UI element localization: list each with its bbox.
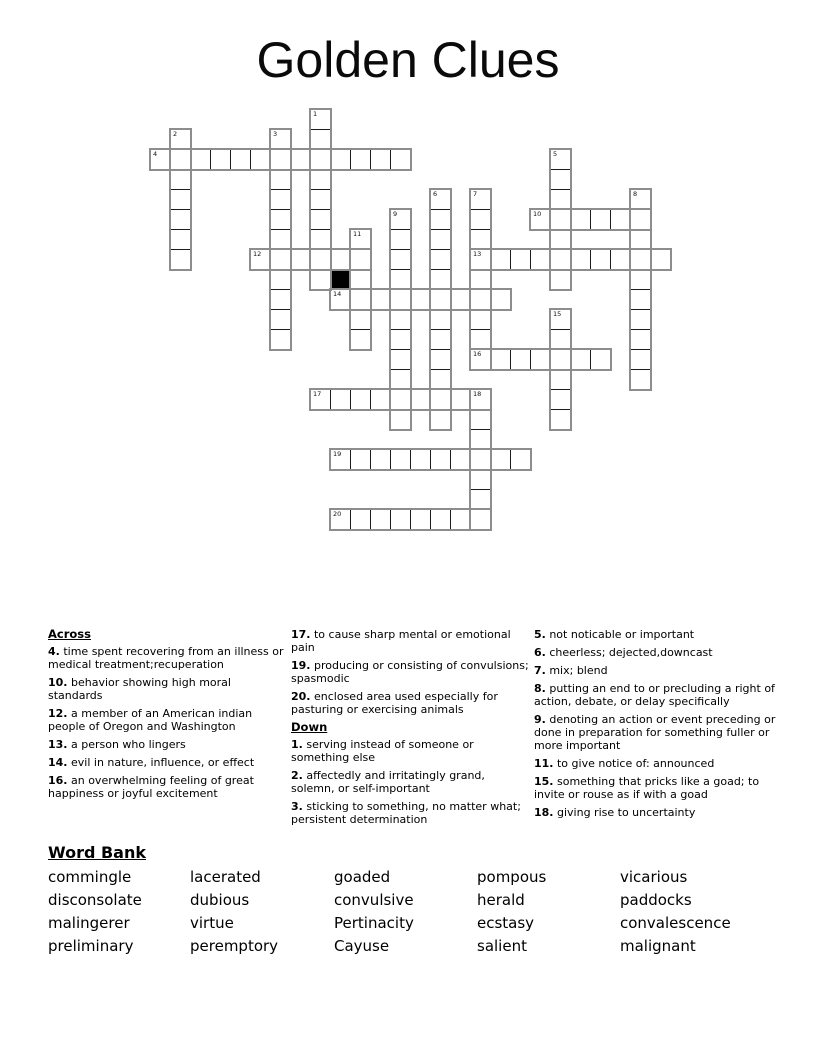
word-bank-item: preliminary	[48, 937, 134, 955]
grid-cell[interactable]	[270, 129, 291, 150]
cell-number: 17	[313, 390, 322, 398]
clue: 11. to give notice of: announced	[534, 757, 715, 770]
grid-cell[interactable]	[470, 409, 491, 430]
grid-cell[interactable]	[450, 449, 471, 470]
grid-cell[interactable]	[550, 209, 571, 230]
grid-cell[interactable]	[290, 149, 311, 170]
grid-cell[interactable]	[250, 149, 271, 170]
grid-cell[interactable]	[170, 249, 191, 270]
clue-number: 12.	[48, 707, 68, 720]
word-bank-item: herald	[477, 891, 525, 909]
grid-cell[interactable]	[630, 249, 651, 270]
grid-cell[interactable]	[310, 249, 331, 270]
grid-cell[interactable]	[390, 289, 411, 310]
grid-cell[interactable]	[650, 249, 671, 270]
grid-cell[interactable]	[270, 209, 291, 230]
grid-cell[interactable]	[170, 149, 191, 170]
grid-cell[interactable]	[370, 149, 391, 170]
grid-cell[interactable]	[610, 249, 631, 270]
grid-cell[interactable]	[250, 249, 271, 270]
cell-number: 3	[273, 130, 278, 138]
cell-number: 1	[313, 110, 318, 118]
grid-cell[interactable]	[390, 449, 411, 470]
grid-cell[interactable]	[390, 269, 411, 290]
grid-cell[interactable]	[590, 249, 611, 270]
word-bank-item: lacerated	[190, 868, 261, 886]
grid-cell[interactable]	[350, 289, 371, 310]
clue: 10. behavior showing high moral standards	[48, 676, 231, 702]
puzzle-title: Golden Clues	[256, 32, 560, 88]
grid-cell[interactable]	[270, 269, 291, 290]
grid-cell[interactable]	[330, 149, 351, 170]
clue: 14. evil in nature, influence, or effect	[48, 756, 255, 769]
word-bank-item: Cayuse	[334, 937, 390, 955]
grid-cell[interactable]	[350, 149, 371, 170]
grid-cell[interactable]	[390, 389, 411, 410]
clue: 6. cheerless; dejected,downcast	[534, 646, 713, 659]
grid-cell[interactable]	[550, 169, 571, 190]
word-bank-item: virtue	[190, 914, 234, 932]
cell-number: 11	[353, 230, 362, 238]
word-bank-item: dubious	[190, 891, 250, 909]
grid-cell[interactable]	[550, 309, 571, 330]
grid-cell[interactable]	[610, 209, 631, 230]
grid-cell[interactable]	[390, 329, 411, 350]
word-bank-item: convalescence	[620, 914, 731, 932]
grid-cell[interactable]	[350, 329, 371, 350]
word-bank-item: convulsive	[334, 891, 414, 909]
grid-cell[interactable]	[470, 249, 491, 270]
grid-cell[interactable]	[470, 509, 491, 530]
grid-cell[interactable]	[590, 349, 611, 370]
cell-number: 8	[633, 190, 638, 198]
grid-cell[interactable]	[270, 289, 291, 310]
clue-number: 16.	[48, 774, 68, 787]
grid-cell[interactable]	[630, 269, 651, 290]
clue-number: 18.	[534, 806, 554, 819]
cell-number: 20	[333, 510, 342, 518]
grid-cell[interactable]	[390, 229, 411, 250]
cell-number: 2	[173, 130, 178, 138]
grid-cell[interactable]	[310, 149, 331, 170]
grid-cell[interactable]	[470, 209, 491, 230]
clue: 13. a person who lingers	[48, 738, 186, 751]
clue-number: 15.	[534, 775, 554, 788]
grid-cell[interactable]	[550, 329, 571, 350]
clue-number: 19.	[291, 659, 311, 672]
word-bank-item: ecstasy	[477, 914, 535, 932]
grid-cell[interactable]	[330, 289, 351, 310]
grid-cell[interactable]	[270, 189, 291, 210]
grid-cell[interactable]	[390, 309, 411, 330]
clue: 7. mix; blend	[534, 664, 608, 677]
grid-cell[interactable]	[270, 229, 291, 250]
clue: 4. time spent recovering from an illness or medical treatment;recuperation	[48, 645, 284, 671]
grid-cell[interactable]	[350, 509, 371, 530]
grid-cell[interactable]	[630, 289, 651, 310]
grid-cell[interactable]	[550, 269, 571, 290]
grid-cell[interactable]	[430, 389, 451, 410]
grid-cell[interactable]	[410, 449, 431, 470]
grid-cell[interactable]	[430, 409, 451, 430]
grid-cell[interactable]	[550, 189, 571, 210]
grid-cell[interactable]	[490, 249, 511, 270]
grid-cell[interactable]	[450, 389, 471, 410]
grid-cell[interactable]	[370, 289, 391, 310]
grid-cell[interactable]	[630, 349, 651, 370]
grid-cell[interactable]	[430, 509, 451, 530]
grid-cell[interactable]	[350, 249, 371, 270]
grid-cell[interactable]	[550, 349, 571, 370]
grid-cell[interactable]	[370, 449, 391, 470]
grid-cell[interactable]	[270, 169, 291, 190]
grid-cell[interactable]	[470, 389, 491, 410]
word-bank-item: goaded	[334, 868, 391, 886]
grid-cell[interactable]	[170, 229, 191, 250]
clue-number: 5.	[534, 628, 546, 641]
word-bank-column	[477, 866, 620, 958]
grid-cell[interactable]	[170, 129, 191, 150]
clue-number: 8.	[534, 682, 546, 695]
grid-cell[interactable]	[210, 149, 231, 170]
cell-number: 15	[553, 310, 562, 318]
grid-cell[interactable]	[390, 249, 411, 270]
clue-number: 14.	[48, 756, 68, 769]
grid-cell[interactable]	[430, 249, 451, 270]
grid-cell[interactable]	[630, 209, 651, 230]
grid-cell[interactable]	[430, 349, 451, 370]
cell-number: 13	[473, 250, 482, 258]
clue-number: 13.	[48, 738, 68, 751]
clue-number: 17.	[291, 628, 311, 641]
word-bank-item: pompous	[477, 868, 547, 886]
clue: 8. putting an end to or precluding a right of action, debate, or delay specifically	[534, 682, 775, 708]
clue: 20. enclosed area used especially for pasturing or exercising animals	[291, 690, 498, 716]
grid-cell[interactable]	[150, 149, 171, 170]
word-bank	[48, 866, 788, 958]
grid-cell[interactable]	[350, 269, 371, 290]
clue-number: 10.	[48, 676, 68, 689]
grid-cell[interactable]	[550, 149, 571, 170]
grid-cell[interactable]	[310, 389, 331, 410]
clue-column-3	[534, 628, 778, 824]
grid-cell[interactable]	[570, 249, 591, 270]
cell-number: 14	[333, 290, 342, 298]
grid-cell[interactable]	[330, 389, 351, 410]
grid-cell[interactable]	[470, 469, 491, 490]
grid-cell[interactable]	[410, 509, 431, 530]
clue-number: 20.	[291, 690, 311, 703]
cell-number: 18	[473, 390, 482, 398]
grid-cell[interactable]	[390, 509, 411, 530]
grid-cell[interactable]	[470, 429, 491, 450]
grid-cell[interactable]	[370, 389, 391, 410]
grid-cell[interactable]	[390, 149, 411, 170]
word-bank-item: paddocks	[620, 891, 692, 909]
clue-number: 11.	[534, 757, 554, 770]
grid-cell[interactable]	[390, 209, 411, 230]
grid-cell[interactable]	[470, 329, 491, 350]
grid-cell[interactable]	[630, 309, 651, 330]
grid-cell[interactable]	[310, 209, 331, 230]
clue-column-1	[48, 628, 285, 805]
grid-cell[interactable]	[470, 289, 491, 310]
clue-column-2	[291, 628, 529, 831]
grid-cell[interactable]	[450, 509, 471, 530]
grid-cell[interactable]	[190, 149, 211, 170]
grid-cell[interactable]	[470, 309, 491, 330]
grid-cell[interactable]	[430, 329, 451, 350]
grid-cell[interactable]	[430, 369, 451, 390]
word-bank-column	[334, 866, 477, 958]
grid-cell[interactable]	[530, 249, 551, 270]
clue-number: 3.	[291, 800, 303, 813]
grid-cell[interactable]	[590, 209, 611, 230]
grid-cell[interactable]	[270, 249, 291, 270]
cell-number: 4	[153, 150, 158, 158]
grid-cell[interactable]	[230, 149, 251, 170]
grid-cell[interactable]	[430, 189, 451, 210]
cell-number: 9	[393, 210, 398, 218]
cell-number: 10	[533, 210, 542, 218]
cell-number: 7	[473, 190, 478, 198]
grid-cell[interactable]	[430, 269, 451, 290]
grid-cell[interactable]	[430, 309, 451, 330]
grid-cell[interactable]	[350, 449, 371, 470]
grid-cell[interactable]	[350, 389, 371, 410]
word-bank-item: disconsolate	[48, 891, 142, 909]
grid-cell[interactable]	[270, 309, 291, 330]
grid-cell[interactable]	[510, 449, 531, 470]
word-bank-title: Word Bank	[48, 843, 147, 862]
cell-number: 5	[553, 150, 558, 158]
clue-number: 4.	[48, 645, 60, 658]
grid-cell[interactable]	[470, 349, 491, 370]
grid-cell[interactable]	[390, 369, 411, 390]
grid-cell[interactable]	[430, 449, 451, 470]
clue-number: 6.	[534, 646, 546, 659]
grid-cell[interactable]	[630, 229, 651, 250]
clue-number: 1.	[291, 738, 303, 751]
grid-cell[interactable]	[350, 229, 371, 250]
word-bank-item: malignant	[620, 937, 696, 955]
word-bank-column	[190, 866, 334, 958]
grid-cell[interactable]	[330, 449, 351, 470]
grid-cell[interactable]	[170, 189, 191, 210]
word-bank-item: peremptory	[190, 937, 279, 955]
clue-number: 2.	[291, 769, 303, 782]
grid-cell[interactable]	[370, 509, 391, 530]
clue-number: 9.	[534, 713, 546, 726]
clue: 12. a member of an American indian people of Oregon and Washington	[48, 707, 253, 733]
clue: 16. an overwhelming feeling of great happiness or joyful excitement	[48, 774, 254, 800]
clue: 19. producing or consisting of convulsions; spasmodic	[291, 659, 529, 685]
grid-cell[interactable]	[630, 329, 651, 350]
blocked-cell	[330, 269, 351, 290]
grid-cell[interactable]	[310, 189, 331, 210]
grid-cell[interactable]	[310, 229, 331, 250]
grid-cell[interactable]	[170, 169, 191, 190]
word-bank-column	[48, 866, 190, 958]
clue-section-header: Across	[48, 627, 91, 641]
grid-cell[interactable]	[170, 209, 191, 230]
grid-cell[interactable]	[310, 169, 331, 190]
word-bank-item: malingerer	[48, 914, 130, 932]
grid-cell[interactable]	[290, 249, 311, 270]
word-bank-item: vicarious	[620, 868, 688, 886]
grid-cell[interactable]	[470, 189, 491, 210]
grid-cell[interactable]	[490, 349, 511, 370]
grid-cell[interactable]	[430, 229, 451, 250]
grid-cell[interactable]	[550, 389, 571, 410]
grid-cell[interactable]	[530, 349, 551, 370]
clue: 9. denoting an action or event preceding or done in preparation for something fuller or more important	[534, 713, 776, 752]
grid-cell[interactable]	[390, 349, 411, 370]
grid-cell[interactable]	[550, 409, 571, 430]
grid-cell[interactable]	[550, 249, 571, 270]
grid-cell[interactable]	[530, 209, 551, 230]
clue: 17. to cause sharp mental or emotional pain	[291, 628, 511, 654]
grid-cell[interactable]	[310, 109, 331, 130]
grid-cell[interactable]	[570, 209, 591, 230]
grid-cell[interactable]	[310, 129, 331, 150]
cell-number: 19	[333, 450, 342, 458]
clue: 18. giving rise to uncertainty	[534, 806, 696, 819]
grid-cell[interactable]	[470, 269, 491, 290]
grid-cell[interactable]	[270, 329, 291, 350]
grid-cell[interactable]	[470, 449, 491, 470]
grid-cell[interactable]	[270, 149, 291, 170]
grid-cell[interactable]	[330, 249, 351, 270]
grid-cell[interactable]	[430, 209, 451, 230]
grid-cell[interactable]	[310, 269, 331, 290]
grid-cell[interactable]	[630, 369, 651, 390]
grid-cell[interactable]	[330, 509, 351, 530]
grid-cell[interactable]	[410, 289, 431, 310]
crossword-grid	[150, 109, 672, 531]
grid-cell[interactable]	[470, 229, 491, 250]
grid-cell[interactable]	[390, 409, 411, 430]
word-bank-item: commingle	[48, 868, 132, 886]
cell-number: 16	[473, 350, 482, 358]
word-bank-column	[620, 866, 780, 958]
word-bank-item: Pertinacity	[334, 914, 414, 932]
grid-cell[interactable]	[630, 189, 651, 210]
grid-cell[interactable]	[430, 289, 451, 310]
grid-cell[interactable]	[410, 389, 431, 410]
grid-cell[interactable]	[550, 229, 571, 250]
grid-cell[interactable]	[350, 309, 371, 330]
clue: 3. sticking to something, no matter what; persistent determination	[291, 800, 521, 826]
grid-cell[interactable]	[550, 369, 571, 390]
grid-cell[interactable]	[490, 449, 511, 470]
clue: 5. not noticable or important	[534, 628, 695, 641]
clue-section-header: Down	[291, 720, 328, 734]
cell-number: 6	[433, 190, 438, 198]
clue: 15. something that pricks like a goad; to invite or rouse as if with a goad	[534, 775, 760, 801]
clue: 2. affectedly and irritatingly grand, solemn, or self-important	[291, 769, 485, 795]
grid-cell[interactable]	[450, 289, 471, 310]
grid-cell[interactable]	[510, 349, 531, 370]
word-bank-item: salient	[477, 937, 527, 955]
grid-cell[interactable]	[470, 489, 491, 510]
cell-number: 12	[253, 250, 262, 258]
clue-number: 7.	[534, 664, 546, 677]
clue: 1. serving instead of someone or something else	[291, 738, 474, 764]
grid-cell[interactable]	[510, 249, 531, 270]
grid-cell[interactable]	[490, 289, 511, 310]
grid-cell[interactable]	[570, 349, 591, 370]
